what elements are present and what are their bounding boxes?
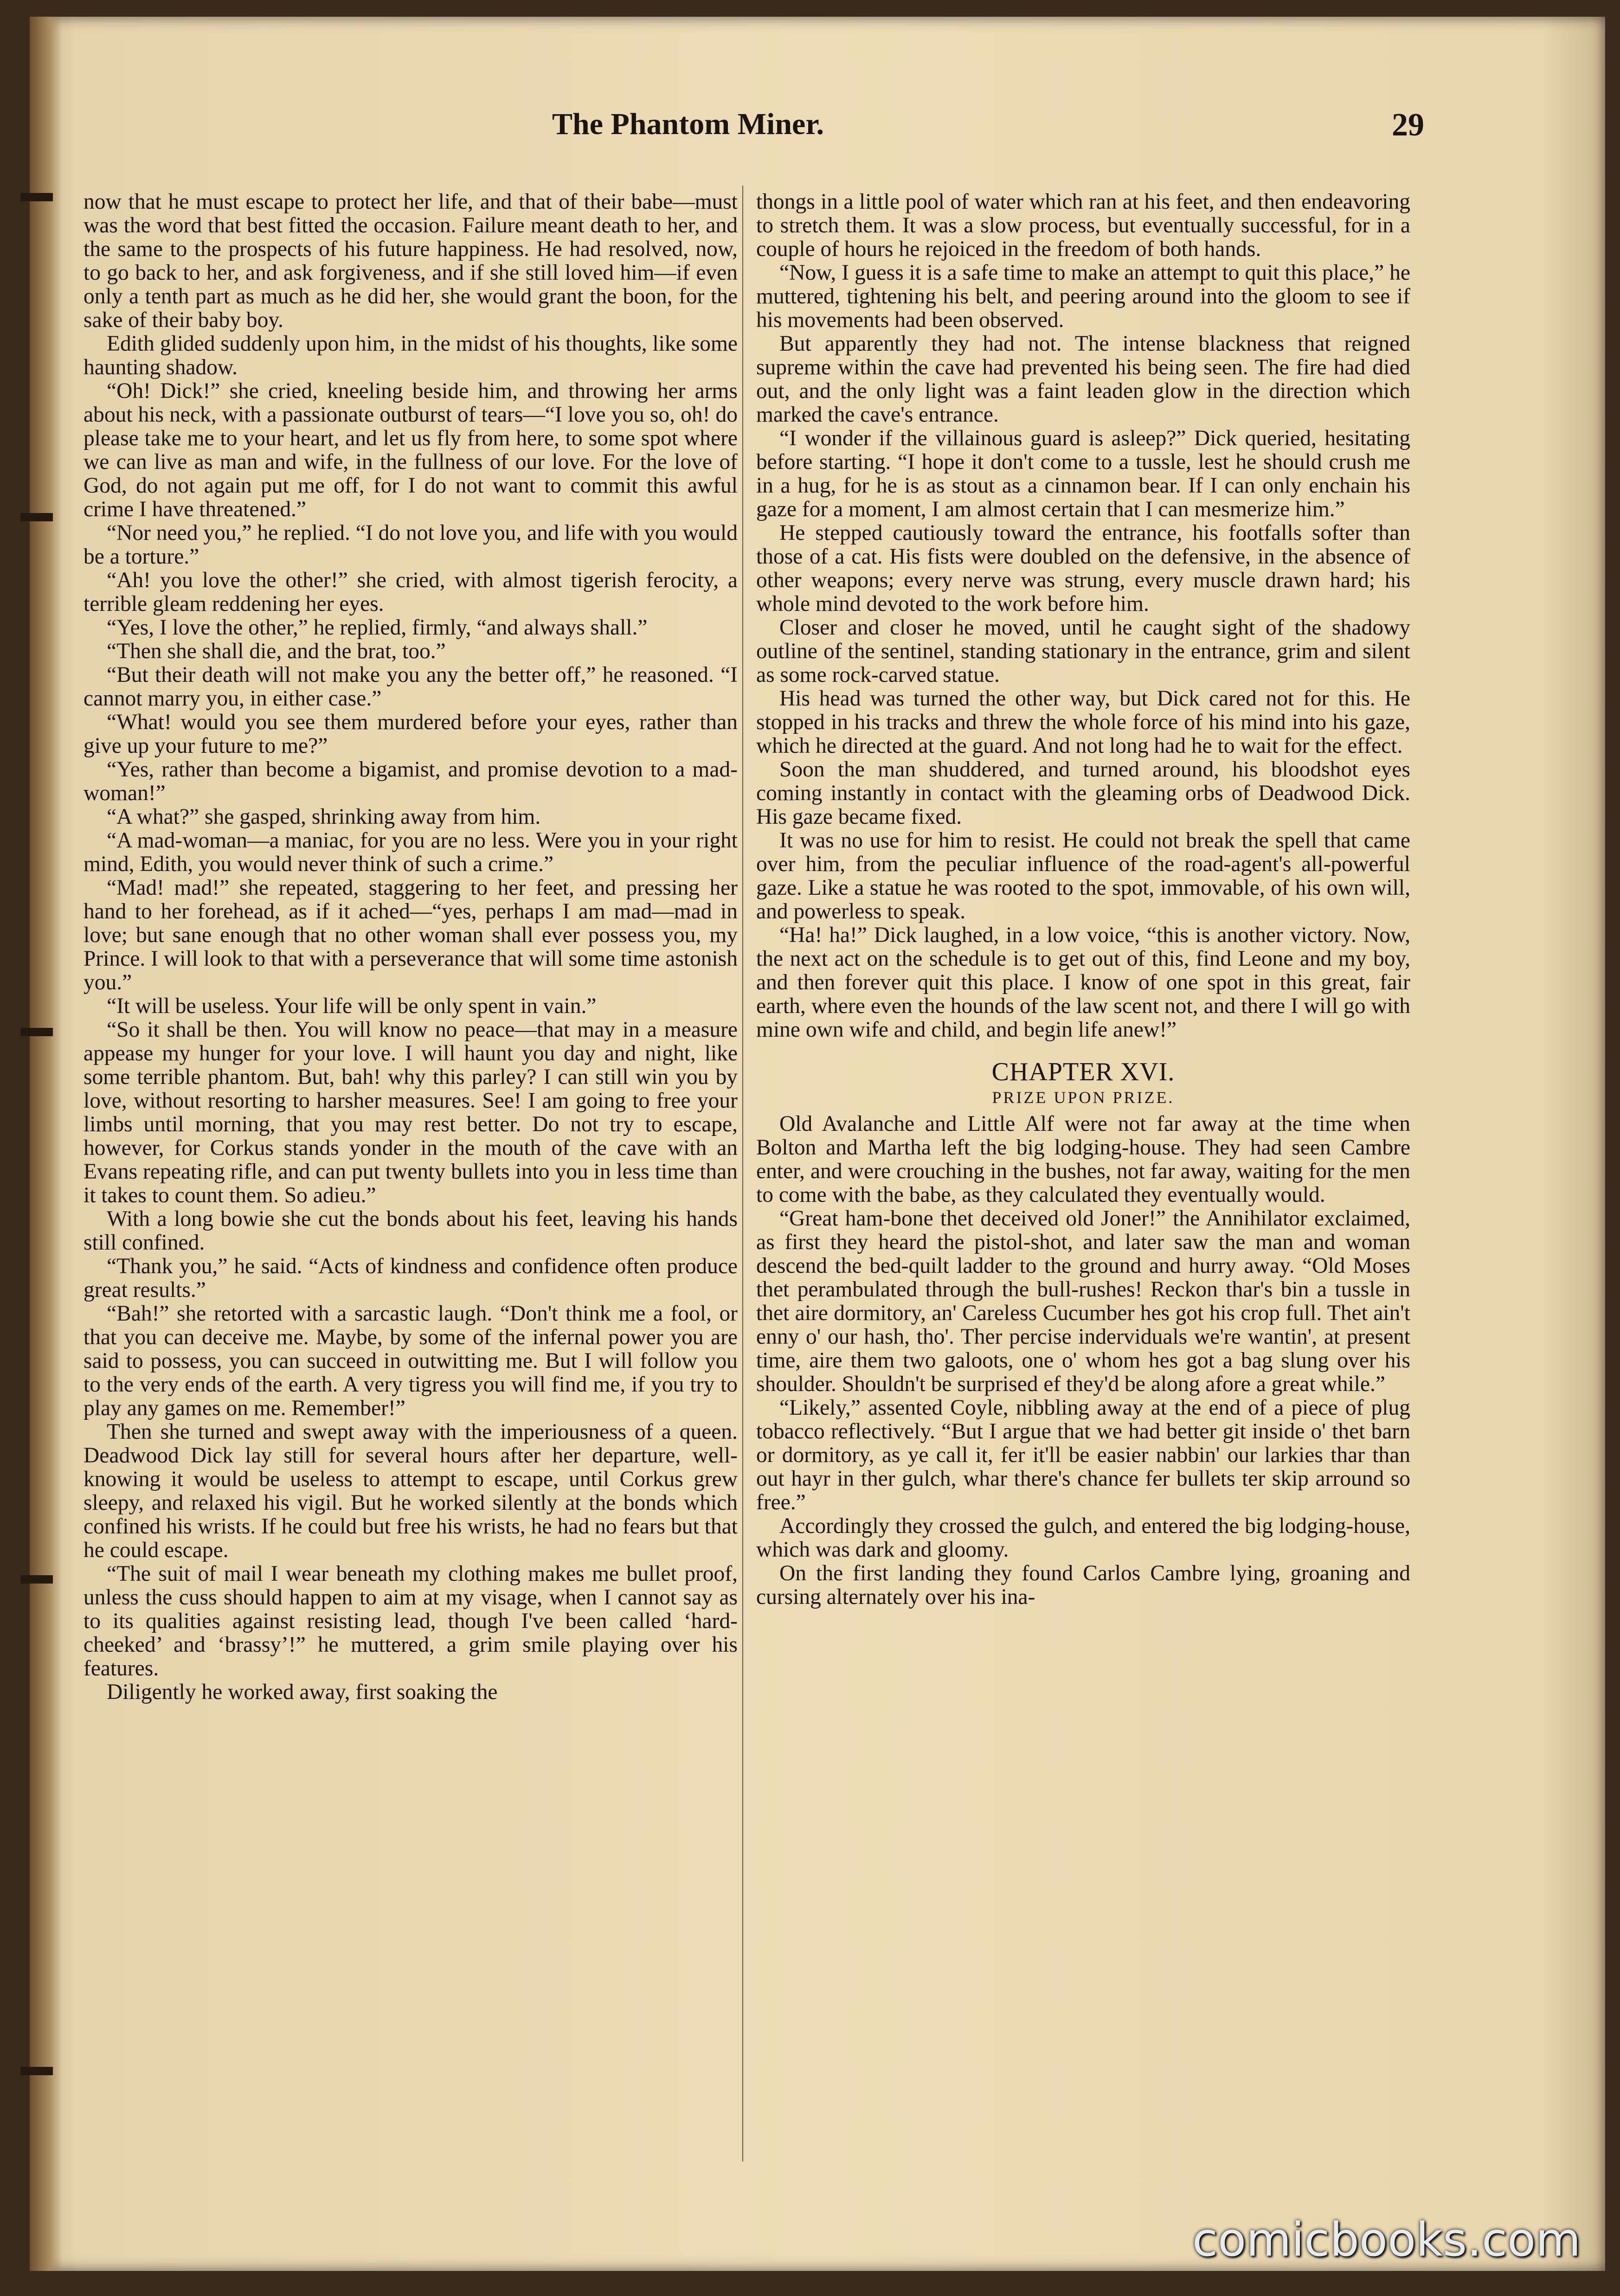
binding-gutter <box>30 17 62 2271</box>
page-number: 29 <box>1392 107 1424 143</box>
paragraph: “A mad-woman—a maniac, for you are no less. Were you in your right mind, Edith, you would never think of such a crime.” <box>84 828 738 876</box>
paragraph: “So it shall be then. You will know no peace—that may in a measure appease my hunger for your love. I will haunt you day and night, like some terrible phantom. But, bah! why this parley? I can still win you by love, without resorting to harsher measures. See! I am going to free your limbs until morning, that you may rest better. Do not try to escape, however, for Corkus stands yonder in the mouth of the cave with an Evans repeating rifle, and can put twenty bullets into you in less time than it takes to count them. So adieu.” <box>84 1018 738 1207</box>
paragraph: “I wonder if the villainous guard is asleep?” Dick queried, hesitating before starting. “I hope it don't come to a tussle, lest he should crush me in a hug, for he is as stout as a cinnamon bear. If I can only enchain his gaze for a moment, I am almost certain that I can mesmerize him.” <box>756 426 1410 521</box>
left-column <box>84 190 738 2157</box>
paragraph: But apparently they had not. The intense blackness that reigned supreme within the cave had prevented his being seen. The fire had died out, and the only light was a faint leaden glow in the direction which marked the cave's entrance. <box>756 332 1410 427</box>
column-divider <box>742 186 743 2161</box>
binding-staple <box>20 1028 53 1036</box>
paragraph: “It will be useless. Your life will be only spent in vain.” <box>107 994 597 1018</box>
paragraph: “Great ham-bone thet deceived old Joner!” the Annihilator exclaimed, as first they heard the pistol-shot, and later saw the man and woman descend the bed-quilt ladder to the ground and hurry away. “Old Moses thet perambulated through the bull-rushes! Reckon thar's bin a tussle in thet aire dormitory, an' Careless Cucumber hes got his crop full. Thet ain't enny o' our hash, tho'. Ther percise inderviduals we're wantin', at present time, aire them two galoots, one o' whom hes got a bag slung over his shoulder. Shouldn't be surprised ef they'd be along afore a great while.” <box>756 1206 1410 1396</box>
paragraph: “Ha! ha!” Dick laughed, in a low voice, “this is another victory. Now, the next act on the schedule is to get out of this, find Leone and my boy, and then forever quit this place. I know of one spot in this great, fair earth, where even the hounds of the law scent not, and there I will go with mine own wife and child, and begin life anew!” <box>756 923 1410 1042</box>
paragraph: “Yes, I love the other,” he replied, firmly, “and always shall.” <box>107 616 648 640</box>
binding-staple <box>20 513 53 521</box>
paragraph: “Oh! Dick!” she cried, kneeling beside him, and throwing her arms about his neck, with a passionate outburst of tears—“I love you so, oh! do please take me to your heart, and let us fly from here, to some spot where we can live as man and wife, in the fullness of our love. For the love of God, do not again put me off, for I do not want to commit this awful crime I have threatened.” <box>84 379 738 521</box>
paragraph: “Likely,” assented Coyle, nibbling away at the end of a piece of plug tobacco reflectively. “But I argue that we had better git inside o' thet barn or dormitory, as ye call it, fer it'll be easier nabbin' our larkies thar than out hayr in ther gulch, whar there's chance fer bullets ter skip arround so free.” <box>756 1396 1410 1514</box>
binding-staple <box>20 2067 53 2075</box>
watermark: comicbooks.com <box>1192 2213 1581 2267</box>
paragraph: “Thank you,” he said. “Acts of kindness and confidence often produce great results.” <box>84 1254 738 1302</box>
paragraph: “Then she shall die, and the brat, too.” <box>107 639 446 663</box>
paragraph: thongs in a little pool of water which ran at his feet, and then endeavoring to stretch them. It was a slow process, but eventually successful, for in a couple of hours he rejoiced in the freedom of both hands. <box>756 190 1410 261</box>
paragraph: “But their death will not make you any the better off,” he reasoned. “I cannot marry you, in either case.” <box>84 663 738 711</box>
chapter-subtitle: PRIZE UPON PRIZE. <box>992 1088 1175 1107</box>
binding-staple <box>20 1575 53 1584</box>
paragraph: On the first landing they found Carlos Cambre lying, groaning and cursing alternately over his ina- <box>756 1561 1410 1609</box>
paragraph: “Mad! mad!” she repeated, staggering to her feet, and pressing her hand to her forehead, as if it ached—“yes, perhaps I am mad—mad in love; but sane enough that no other woman shall ever possess you, my Prince. I will look to that with a perseverance that will some time astonish you.” <box>84 876 738 994</box>
paragraph: now that he must escape to protect her life, and that of their babe—must was the word that best fitted the occasion. Failure meant death to her, and the same to the prospects of his future happiness. He had resolved, now, to go back to her, and ask forgiveness, and if she still loved him—if even only a tenth part as much as he did her, she would grant the boon, for the sake of their baby boy. <box>84 190 738 332</box>
right-column <box>756 190 1410 2157</box>
paragraph: He stepped cautiously toward the entrance, his footfalls softer than those of a cat. His fists were doubled on the defensive, in the absence of other weapons; every nerve was strung, every muscle drawn hard; his whole mind devoted to the work before him. <box>756 521 1410 616</box>
paragraph: Edith glided suddenly upon him, in the midst of his thoughts, like some haunting shadow. <box>84 332 738 379</box>
paragraph: Closer and closer he moved, until he caught sight of the shadowy outline of the sentinel, standing stationary in the entrance, grim and silent as some rock-carved statue. <box>756 616 1410 687</box>
paragraph: Soon the man shuddered, and turned around, his bloodshot eyes coming instantly in contact with the gleaming orbs of Deadwood Dick. His gaze became fixed. <box>756 757 1410 829</box>
paragraph: “Ah! you love the other!” she cried, with almost tigerish ferocity, a terrible gleam reddening her eyes. <box>84 568 738 616</box>
paragraph: “Nor need you,” he replied. “I do not love you, and life with you would be a torture.” <box>84 521 738 569</box>
paragraph: It was no use for him to resist. He could not break the spell that came over him, from the peculiar influence of the road-agent's all-powerful gaze. Like a statue he was rooted to the spot, immovable, of his own will, and powerless to speak. <box>756 828 1410 924</box>
paragraph: “Yes, rather than become a bigamist, and promise devotion to a mad-woman!” <box>84 757 738 805</box>
paragraph: “Now, I guess it is a safe time to make an attempt to quit this place,” he muttered, tightening his belt, and peering around into the gloom to see if his movements had been observed. <box>756 261 1410 332</box>
paragraph: His head was turned the other way, but Dick cared not for this. He stopped in his tracks and threw the whole force of his mind into his gaze, which he directed at the guard. And not long had he to wait for the effect. <box>756 686 1410 758</box>
paragraph: Diligently he worked away, first soaking the <box>107 1680 498 1704</box>
paragraph: Old Avalanche and Little Alf were not far away at the time when Bolton and Martha left the big lodging-house. They had seen Cambre enter, and were crouching in the bushes, not far away, waiting for the men to come with the babe, as they calculated they eventually would. <box>756 1112 1410 1207</box>
running-title: The Phantom Miner. <box>552 107 824 141</box>
binding-staple <box>20 193 53 201</box>
paragraph: “What! would you see them murdered before your eyes, rather than give up your future to me?” <box>84 710 738 758</box>
paragraph: Then she turned and swept away with the imperiousness of a queen. Deadwood Dick lay still for several hours after her departure, well-knowing it would be useless to attempt to escape, until Corkus grew sleepy, and relaxed his vigil. But he worked silently at the bonds which confined his wrists. If he could but free his wrists, he had no fears but that he could escape. <box>84 1420 738 1562</box>
paragraph: “A what?” she gasped, shrinking away from him. <box>107 805 541 829</box>
paragraph: Accordingly they crossed the gulch, and entered the big lodging-house, which was dark and gloomy. <box>756 1514 1410 1562</box>
paragraph: With a long bowie she cut the bonds about his feet, leaving his hands still confined. <box>84 1207 738 1255</box>
paragraph: “Bah!” she retorted with a sarcastic laugh. “Don't think me a fool, or that you can deceive me. Maybe, by some of the infernal power you are said to possess, you can succeed in outwitting me. But I will follow you to the very ends of the earth. A very tigress you will find me, if you try to play any games on me. Remember!” <box>84 1302 738 1420</box>
chapter-title: CHAPTER XVI. <box>991 1058 1175 1086</box>
paragraph: “The suit of mail I wear beneath my clothing makes me bullet proof, unless the cuss should happen to aim at my visage, when I cannot say as to its qualities against resisting lead, though I've been called ‘hard-cheeked’ and ‘brassy’!” he muttered, a grim smile playing over his features. <box>84 1562 738 1680</box>
